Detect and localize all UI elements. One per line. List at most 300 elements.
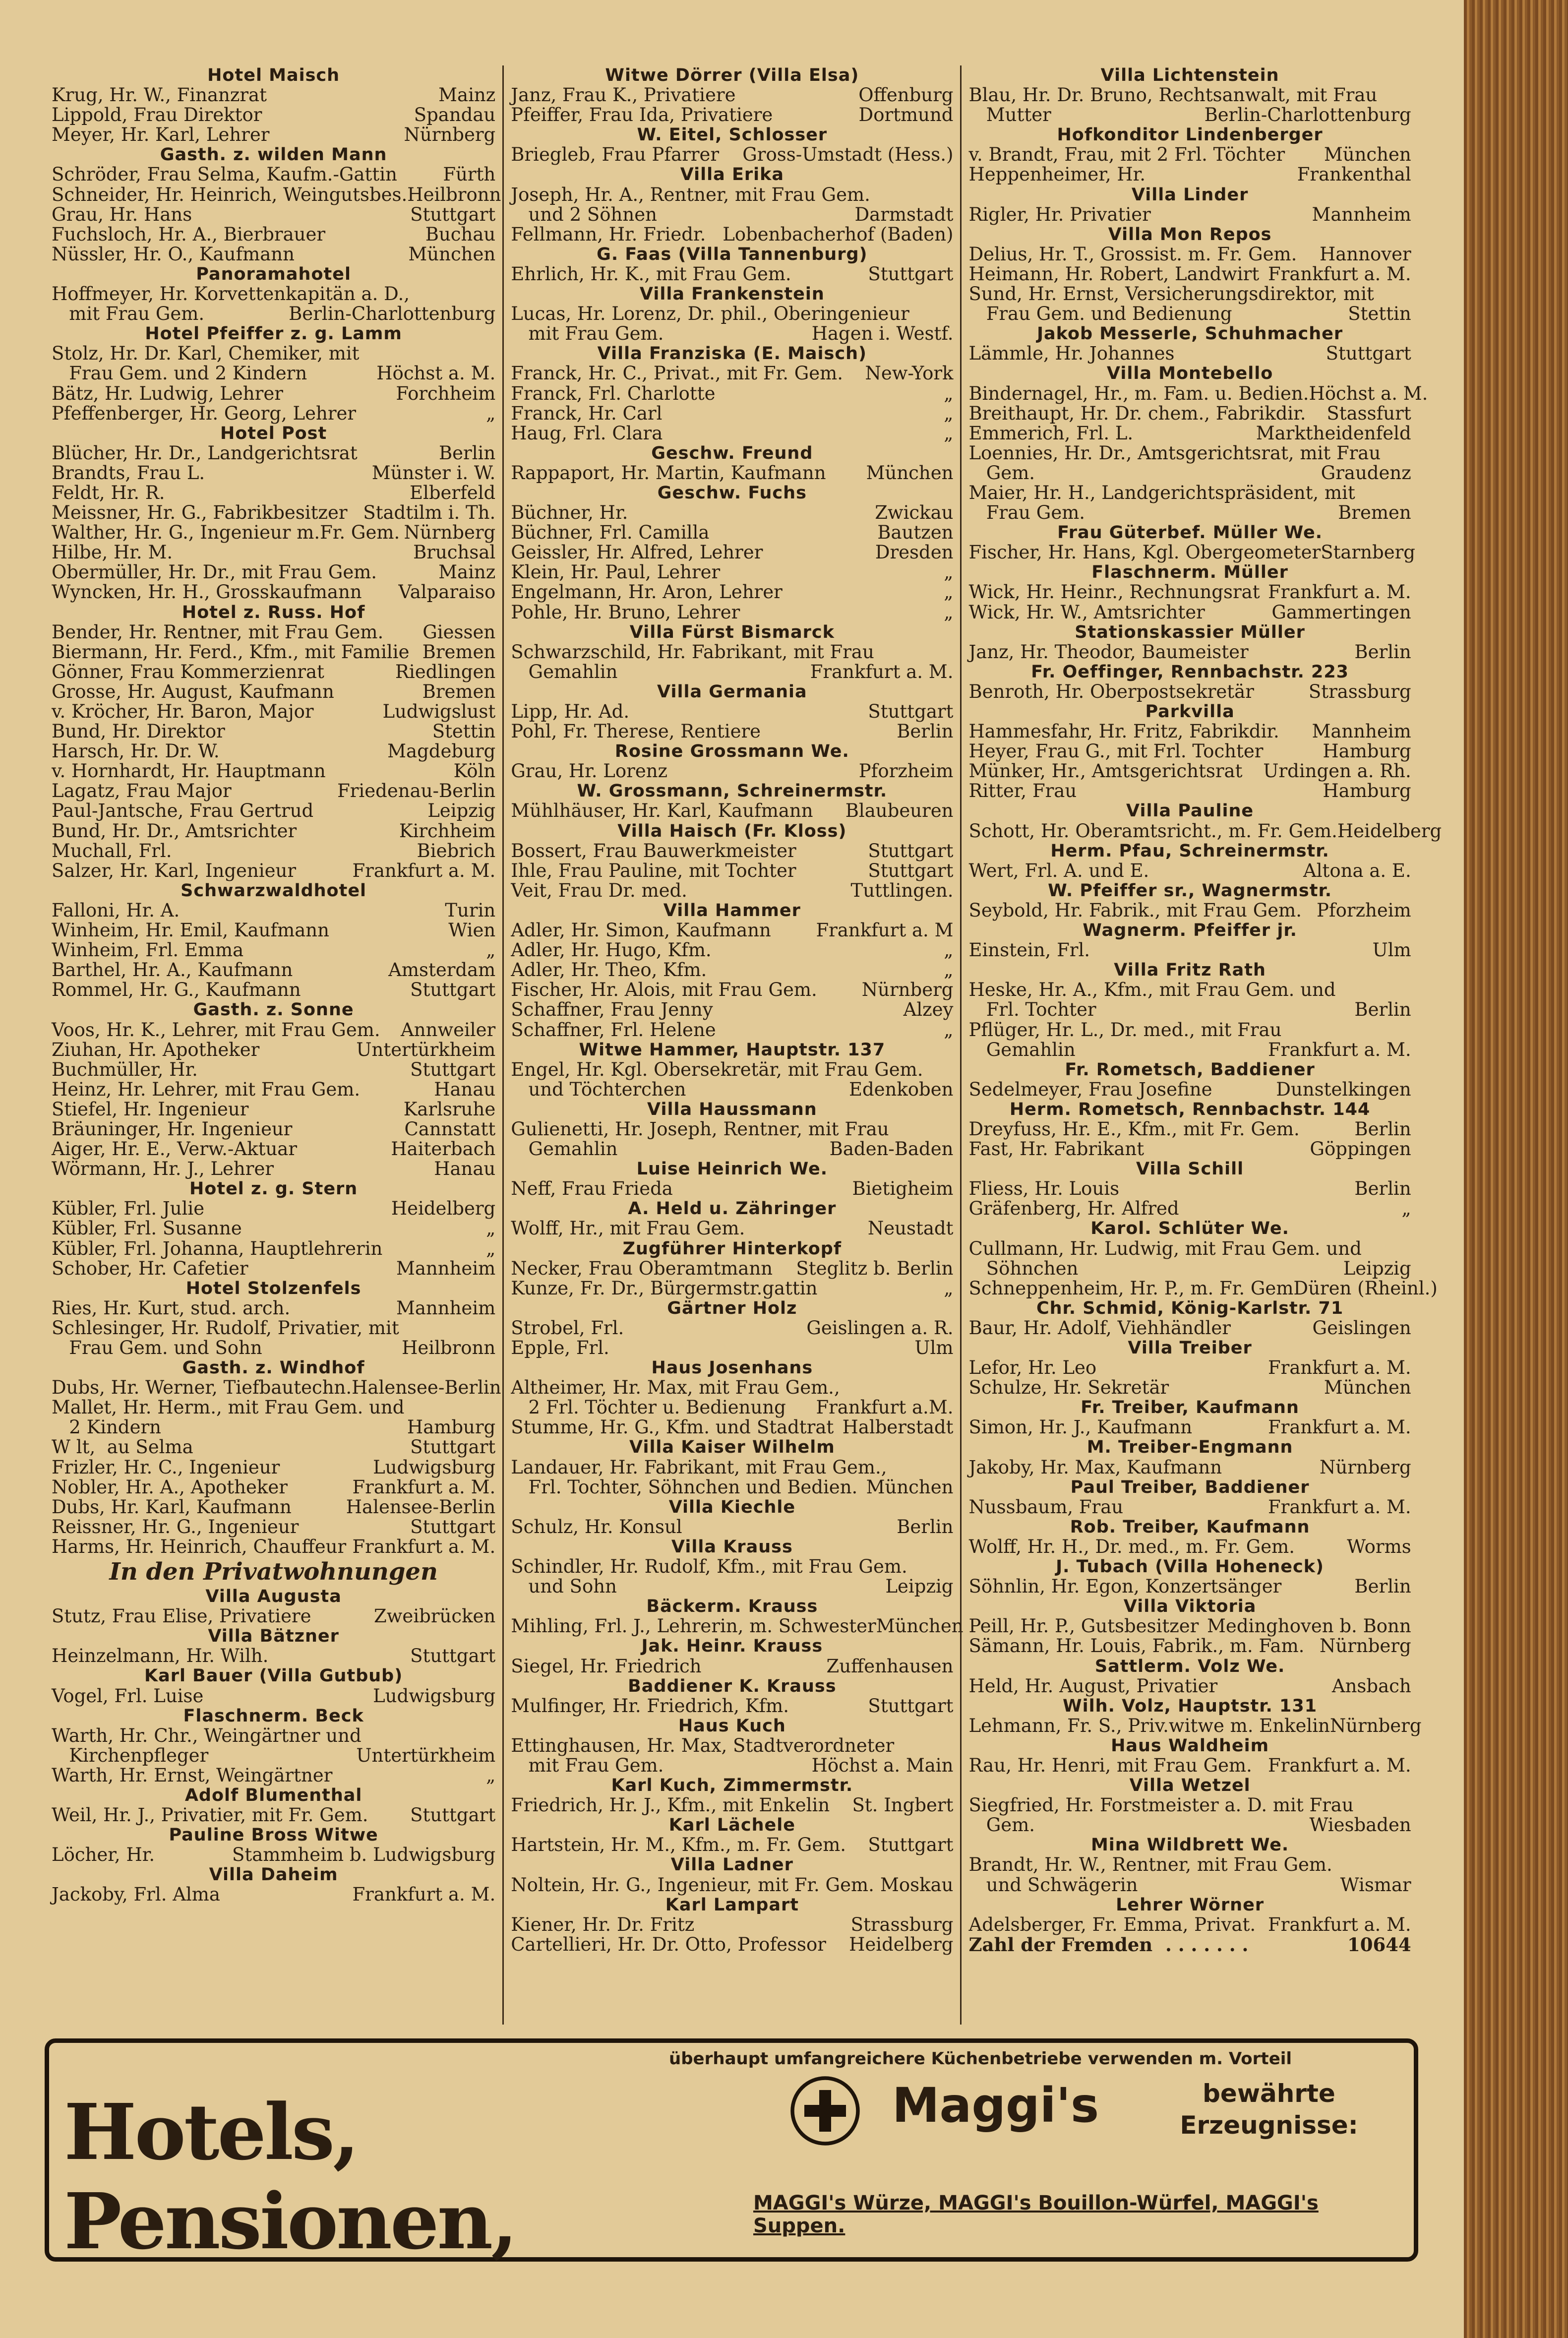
guest-entry — [511, 205, 953, 225]
guest-name: Pfeiffer, Frau Ida, Privatiere — [511, 104, 773, 126]
guest-entry — [968, 901, 1411, 921]
guest-name: Ziuhan, Hr. Apotheker — [52, 1039, 260, 1060]
guest-origin: Stuttgart — [868, 263, 954, 285]
guest-name: W lt, au Selma — [52, 1436, 193, 1458]
guest-origin: Elberfeld — [410, 482, 496, 503]
guest-origin: „ — [944, 601, 954, 623]
lodging-heading: Haus Waldheim — [1111, 1735, 1269, 1756]
guest-name: Grau, Hr. Hans — [52, 203, 192, 225]
guest-name: Emmerich, Frl. L. — [968, 422, 1134, 444]
guest-entry — [968, 503, 1411, 523]
guest-name: Fischer, Hr. Alois, mit Frau Gem. — [511, 979, 817, 1001]
guest-origin: Stuttgart — [410, 1645, 496, 1667]
guest-name: Loennies, Hr. Dr., Amtsgerichtsrat, mit Frau — [968, 442, 1381, 464]
guest-entry — [968, 1915, 1411, 1935]
guest-entry — [968, 85, 1411, 105]
guest-origin: „ — [944, 402, 954, 424]
guest-origin: Höchst a. Main — [811, 1754, 954, 1776]
guest-origin: Mannheim — [1312, 721, 1411, 742]
guest-entry — [968, 1875, 1411, 1895]
guest-name: Schwarzschild, Hr. Fabrikant, mit Frau — [511, 641, 874, 663]
guest-name: Fellmann, Hr. Friedr. — [511, 223, 706, 245]
guest-name: Blücher, Hr. Dr., Landgerichtsrat — [52, 442, 358, 464]
guest-name: Altheimer, Hr. Max, mit Frau Gem., — [511, 1377, 840, 1399]
guest-origin: „ — [486, 402, 496, 424]
guest-origin: Mainz — [438, 561, 496, 583]
guest-name: Feldt, Hr. R. — [52, 482, 165, 503]
guest-name: Kübler, Frl. Susanne — [52, 1218, 242, 1239]
guest-name: Biermann, Hr. Ferd., Kfm., mit Familie — [52, 641, 410, 663]
guest-origin: Nürnberg — [1320, 1635, 1411, 1657]
guest-name: Winheim, Frl. Emma — [52, 939, 244, 961]
guest-entry — [968, 382, 1428, 404]
lodging-heading: Gasth. z. Sonne — [193, 1000, 354, 1020]
lodging-heading: W. Pfeiffer sr., Wagnermstr. — [1048, 880, 1332, 901]
guest-entry — [52, 1398, 495, 1417]
guest-entry — [968, 463, 1411, 483]
lodging-heading: Villa Krauss — [671, 1537, 793, 1557]
lodging-heading: Sattlerm. Volz We. — [1094, 1656, 1285, 1676]
guest-origin: Kirchheim — [399, 820, 496, 842]
guest-origin: Bietigheim — [852, 1178, 954, 1200]
guest-entry — [52, 821, 495, 841]
guest-name: und Sohn — [511, 1576, 617, 1598]
guest-name: Heske, Hr. A., Kfm., mit Frau Gem. und — [968, 979, 1336, 1001]
guest-entry — [52, 85, 495, 105]
lodging-heading: Karl Lampart — [665, 1895, 799, 1915]
guest-origin: Darmstadt — [854, 203, 954, 225]
guest-name: Strobel, Frl. — [511, 1317, 624, 1339]
ad-top-line: überhaupt umfangreichere Küchenbetriebe verwenden m. Vorteil — [669, 2049, 1292, 2069]
guest-name: Adelsberger, Fr. Emma, Privat. — [968, 1913, 1256, 1935]
guest-name: Kübler, Frl. Johanna, Hauptlehrerin — [52, 1237, 383, 1259]
guest-entry — [52, 1845, 495, 1865]
guest-origin: Bremen — [1338, 502, 1411, 524]
guest-origin: Edenkoben — [848, 1078, 954, 1100]
guest-name: Baur, Hr. Adolf, Viehhändler — [968, 1317, 1231, 1339]
guest-entry — [968, 145, 1411, 165]
guest-entry — [511, 324, 953, 344]
guest-origin: Biebrich — [417, 840, 496, 861]
guest-origin: Bautzen — [877, 522, 954, 544]
guest-origin: Mannheim — [1312, 203, 1411, 225]
guest-name: Meissner, Hr. G., Fabrikbesitzer — [52, 502, 348, 524]
guest-name: 2 Kindern — [52, 1416, 161, 1438]
guest-origin: Nürnberg — [861, 979, 954, 1001]
lodging-heading: W. Grossmann, Schreinermstr. — [577, 781, 888, 801]
guest-origin: Stuttgart — [410, 1804, 496, 1826]
guest-name: Heimann, Hr. Robert, Landwirt — [968, 263, 1260, 285]
lodging-heading: G. Faas (Villa Tannenburg) — [597, 244, 868, 264]
guest-entry — [968, 682, 1411, 702]
guest-entry — [52, 960, 495, 980]
guest-name: Geissler, Hr. Alfred, Lehrer — [511, 542, 763, 563]
guest-name: Gulienetti, Hr. Joseph, Rentner, mit Frau — [511, 1118, 889, 1140]
guest-entry — [52, 1606, 495, 1626]
guest-origin: Münster i. W. — [371, 462, 496, 484]
guest-name: Weil, Hr. J., Privatier, mit Fr. Gem. — [52, 1804, 368, 1826]
guest-entry — [511, 1577, 953, 1597]
guest-name: Adler, Hr. Theo, Kfm. — [511, 959, 707, 981]
lodging-heading: Jak. Heinr. Krauss — [641, 1636, 823, 1657]
guest-name: Sedelmeyer, Frau Josefine — [968, 1078, 1212, 1100]
guest-origin: Berlin-Charlottenburg — [1204, 104, 1411, 126]
guest-origin: Stammheim b. Ludwigsburg — [232, 1844, 496, 1866]
guest-origin: Annweiler — [401, 1019, 496, 1041]
lodging-heading: Villa Fürst Bismarck — [629, 622, 835, 642]
guest-entry — [52, 622, 495, 642]
guest-entry — [52, 901, 495, 921]
guest-entry — [511, 980, 953, 1000]
guest-entry — [511, 145, 953, 165]
guest-name: Meyer, Hr. Karl, Lehrer — [52, 124, 270, 146]
guest-entry — [52, 443, 495, 463]
guest-entry — [968, 603, 1411, 622]
guest-entry — [968, 1119, 1411, 1139]
guest-entry — [511, 1378, 953, 1398]
guest-entry — [968, 284, 1411, 304]
guest-origin: Zuffenhausen — [826, 1655, 954, 1677]
guest-entry — [52, 1020, 495, 1040]
guest-entry — [52, 105, 495, 125]
guest-name: Schindler, Hr. Rudolf, Kfm., mit Frau Gem. — [511, 1556, 907, 1578]
guest-origin: „ — [944, 581, 954, 603]
guest-name: Jakoby, Hr. Max, Kaufmann — [968, 1456, 1222, 1478]
guest-origin: Düren (Rheinl.) — [1293, 1277, 1438, 1299]
guest-name: Gemahlin — [511, 1138, 618, 1160]
guest-origin: Offenburg — [858, 84, 954, 106]
guest-name: Mihling, Frl. J., Lehrerin, m. Schwester — [511, 1615, 876, 1637]
guest-origin: Heidelberg — [1337, 820, 1442, 842]
guest-name: Necker, Frau Oberamtmann — [511, 1257, 773, 1279]
lodging-heading: Gasth. z. wilden Mann — [160, 145, 387, 165]
guest-entry — [52, 702, 495, 722]
guest-entry — [511, 523, 953, 543]
guest-origin: Strassburg — [850, 1913, 954, 1935]
lodging-heading: Rosine Grossmann We. — [614, 741, 849, 762]
lodging-heading: Luise Heinrich We. — [636, 1159, 828, 1179]
section-heading: In den Privatwohnungen — [109, 1558, 438, 1586]
guest-name: Dreyfuss, Hr. E., Kfm., mit Fr. Gem. — [968, 1118, 1300, 1140]
guest-entry — [511, 662, 953, 682]
guest-name: Wolff, Hr. H., Dr. med., m. Fr. Gem. — [968, 1536, 1295, 1557]
guest-entry — [511, 1736, 953, 1756]
guest-origin: Wien — [448, 920, 496, 941]
guest-name: v. Hornhardt, Hr. Hauptmann — [52, 760, 326, 782]
guest-entry — [511, 304, 953, 324]
guest-name: Grau, Hr. Lorenz — [511, 760, 668, 782]
guest-name: und Töchterchen — [511, 1078, 686, 1100]
guest-list-columns — [45, 65, 1442, 2025]
guest-name: Bätz, Hr. Ludwig, Lehrer — [52, 382, 283, 404]
guest-origin: Ansbach — [1331, 1675, 1411, 1697]
guest-entry — [52, 364, 495, 383]
lodging-heading: Geschw. Freund — [651, 443, 813, 463]
guest-entry — [52, 543, 495, 562]
guest-name: Klein, Hr. Paul, Lehrer — [511, 561, 721, 583]
guest-origin: Mannheim — [396, 1297, 496, 1319]
guest-entry — [968, 542, 1415, 563]
guest-name: Krug, Hr. W., Finanzrat — [52, 84, 267, 106]
lodging-heading: Villa Hammer — [663, 900, 801, 921]
guest-name: Mallet, Hr. Herm., mit Frau Gem. und — [52, 1397, 405, 1418]
guest-entry — [511, 1835, 953, 1855]
guest-origin: New-York — [865, 363, 954, 384]
guest-entry — [52, 1298, 495, 1318]
column-middle — [502, 65, 964, 2025]
guest-origin: Marktheidenfeld — [1256, 422, 1411, 444]
guest-origin: Heidelberg — [391, 1198, 496, 1220]
guest-name: Schlesinger, Hr. Rudolf, Privatier, mit — [52, 1317, 399, 1339]
guest-name: Bund, Hr. Direktor — [52, 721, 225, 742]
guest-entry — [52, 1477, 495, 1497]
guest-name: Gönner, Frau Kommerzienrat — [52, 661, 324, 682]
guest-name: Nussbaum, Frau — [968, 1496, 1124, 1518]
guest-origin: „ — [486, 1237, 496, 1259]
guest-entry — [511, 1219, 953, 1238]
guest-origin: Berlin — [897, 721, 954, 742]
guest-name: Stutz, Frau Elise, Privatiere — [52, 1605, 311, 1627]
lodging-heading: Karol. Schlüter We. — [1090, 1219, 1289, 1239]
guest-entry — [511, 424, 953, 443]
guest-name: Rigler, Hr. Privatier — [968, 203, 1151, 225]
guest-entry — [52, 205, 495, 225]
guest-name: Gem. — [968, 462, 1035, 484]
guest-origin: Giessen — [422, 621, 496, 643]
lodging-heading: Bäckerm. Krauss — [646, 1597, 818, 1617]
guest-origin: Berlin — [438, 442, 496, 464]
guest-origin: Halberstadt — [842, 1416, 954, 1438]
guest-entry — [52, 1100, 495, 1119]
guest-entry — [511, 1080, 953, 1100]
guest-entry — [511, 881, 953, 901]
guest-entry — [52, 404, 495, 424]
guest-origin: Worms — [1347, 1536, 1411, 1557]
guest-origin: Hanau — [434, 1078, 496, 1100]
guest-name: Wick, Hr. Heinr., Rechnungsrat — [968, 581, 1260, 603]
guest-name: Janz, Hr. Theodor, Baumeister — [968, 641, 1249, 663]
guest-name: Heyer, Frau G., mit Frl. Tochter — [968, 740, 1264, 762]
guest-name: Breithaupt, Hr. Dr. chem., Fabrikdir. — [968, 402, 1306, 424]
lodging-heading: Hotel z. Russ. Hof — [181, 602, 365, 622]
guest-origin: Haiterbach — [391, 1138, 496, 1160]
guest-origin: „ — [944, 422, 954, 444]
guest-entry — [968, 483, 1411, 503]
guest-origin: Gammertingen — [1271, 601, 1411, 623]
guest-origin: Karlsruhe — [403, 1098, 496, 1120]
guest-name: Obermüller, Hr. Dr., mit Frau Gem. — [52, 561, 377, 583]
guest-origin: Berlin-Charlottenburg — [289, 303, 496, 325]
guest-entry — [511, 861, 953, 881]
guest-origin: Untertürkheim — [356, 1744, 496, 1766]
guest-entry — [968, 1537, 1411, 1557]
guest-entry — [968, 722, 1411, 741]
guest-entry — [511, 463, 953, 483]
guest-entry — [511, 940, 953, 960]
guest-entry — [968, 940, 1411, 960]
guest-entry — [511, 1696, 953, 1716]
guest-name: Kübler, Frl. Julie — [52, 1198, 205, 1220]
guest-entry — [511, 185, 953, 205]
guest-name: Sund, Hr. Ernst, Versicherungsdirektor, mit — [968, 283, 1374, 305]
guest-name: mit Frau Gem. — [511, 323, 664, 345]
guest-origin: Höchst a. M. — [376, 363, 496, 384]
guest-origin: Stuttgart — [410, 1436, 496, 1458]
guest-name: Nüssler, Hr. O., Kaufmann — [52, 243, 295, 265]
guest-origin: Stuttgart — [410, 1058, 496, 1080]
guest-origin: Frankfurt a. M — [816, 920, 954, 941]
guest-entry — [511, 1000, 953, 1020]
lodging-heading: Haus Kuch — [678, 1716, 786, 1736]
guest-name: und 2 Söhnen — [511, 203, 657, 225]
guest-origin: 10644 — [1347, 1933, 1411, 1956]
guest-name: Maier, Hr. H., Landgerichtspräsident, mit — [968, 482, 1355, 503]
lodging-heading: Parkvilla — [1145, 702, 1235, 722]
guest-entry — [52, 1060, 495, 1080]
guest-origin: Frankenthal — [1297, 164, 1411, 185]
guest-name: Söhnchen — [968, 1257, 1079, 1279]
guest-origin: Höchst a. M. — [1309, 382, 1428, 404]
guest-origin: Ludwigslust — [382, 701, 496, 722]
guest-entry — [511, 1259, 953, 1279]
guest-name: Pfeffenberger, Hr. Georg, Lehrer — [52, 402, 357, 424]
guest-entry — [968, 761, 1411, 781]
guest-entry — [968, 1358, 1411, 1378]
guest-entry — [968, 1616, 1411, 1636]
lodging-heading: Villa Frankenstein — [639, 284, 825, 305]
guest-entry — [968, 1000, 1411, 1020]
lodging-heading: Villa Kaiser Wilhelm — [629, 1437, 835, 1458]
guest-entry — [52, 1417, 495, 1437]
guest-entry — [52, 741, 495, 761]
guest-name: Fischer, Hr. Hans, Kgl. Obergeometer — [968, 542, 1321, 563]
guest-origin: Baden-Baden — [829, 1138, 954, 1160]
guest-name: Fliess, Hr. Louis — [968, 1178, 1120, 1200]
guest-entry — [968, 1139, 1411, 1159]
guest-name: Cartellieri, Hr. Dr. Otto, Professor — [511, 1933, 826, 1955]
guest-name: Lippold, Frau Direktor — [52, 104, 262, 126]
guest-entry — [511, 582, 953, 602]
guest-entry — [52, 1458, 495, 1477]
guest-name: Schaffner, Frl. Helene — [511, 1019, 716, 1041]
guest-origin: Spandau — [414, 104, 496, 126]
guest-entry — [968, 105, 1411, 125]
guest-origin: Nürnberg — [1320, 1456, 1411, 1478]
guest-origin: Fürth — [443, 164, 496, 185]
guest-origin: Frankfurt a. M. — [1267, 581, 1411, 603]
guest-entry — [968, 1855, 1411, 1875]
guest-name: Frau Gem. und Sohn — [52, 1337, 262, 1358]
guest-origin: Berlin — [1354, 999, 1411, 1021]
guest-origin: Bruchsal — [413, 542, 496, 563]
guest-name: Voos, Hr. K., Lehrer, mit Frau Gem. — [52, 1019, 380, 1041]
guest-origin: Berlin — [1354, 641, 1411, 663]
lodging-heading: Jakob Messerle, Schuhmacher — [1037, 324, 1343, 344]
guest-origin: Valparaiso — [398, 581, 496, 603]
guest-entry — [52, 781, 495, 801]
lodging-heading: Karl Kuch, Zimmermstr. — [611, 1776, 853, 1796]
guest-origin: Hanau — [434, 1158, 496, 1180]
guest-origin: Frankfurt a.M. — [816, 1397, 954, 1418]
lodging-heading: Villa Bätzner — [208, 1626, 339, 1647]
guest-name: Jackoby, Frl. Alma — [52, 1884, 220, 1906]
lodging-heading: Wagnerm. Pfeiffer jr. — [1083, 921, 1297, 941]
lodging-heading: Chr. Schmid, König-Karlstr. 71 — [1036, 1298, 1344, 1318]
guest-name: Ihle, Frau Pauline, mit Tochter — [511, 860, 796, 881]
lodging-heading: Villa Lichtenstein — [1100, 65, 1279, 85]
lodging-heading: Herm. Pfau, Schreinermstr. — [1050, 841, 1329, 861]
guest-entry — [52, 1537, 495, 1557]
lodging-heading: Fr. Oeffinger, Rennbachstr. 223 — [1031, 662, 1349, 682]
guest-entry — [52, 1239, 495, 1259]
guest-name: Gräfenberg, Hr. Alfred — [968, 1198, 1179, 1220]
guest-origin: Lobenbacherhof (Baden) — [723, 223, 954, 245]
guest-name: Frl. Tochter, Söhnchen und Bedien. — [511, 1476, 858, 1498]
guest-origin: Friedenau-Berlin — [337, 780, 496, 802]
lodging-heading: J. Tubach (Villa Hoheneck) — [1056, 1557, 1325, 1577]
guest-origin: Stuttgart — [410, 203, 496, 225]
guest-origin: Nürnberg — [1329, 1715, 1422, 1736]
guest-name: Büchner, Hr. — [511, 502, 628, 524]
guest-entry — [511, 1119, 953, 1139]
guest-entry — [52, 483, 495, 503]
guest-name: Warth, Hr. Ernst, Weingärtner — [52, 1764, 333, 1786]
guest-entry — [968, 1636, 1411, 1656]
guest-name: Mulfinger, Hr. Friedrich, Kfm. — [511, 1695, 789, 1717]
guest-entry — [52, 1219, 495, 1238]
guest-name: Friedrich, Hr. J., Kfm., mit Enkelin — [511, 1794, 830, 1816]
guest-origin: Heilbronn — [402, 1337, 496, 1358]
lodging-heading: Villa Wetzel — [1129, 1776, 1251, 1796]
guest-entry — [968, 1756, 1411, 1776]
guest-origin: Frankfurt a. M. — [1267, 1754, 1411, 1776]
lodging-heading: Panoramahotel — [196, 264, 351, 284]
guest-origin: Zweibrücken — [374, 1605, 496, 1627]
lodging-heading: Karl Bauer (Villa Gutbub) — [144, 1666, 403, 1686]
guest-entry — [968, 424, 1411, 443]
guest-name: Schneppenheim, Hr. P., m. Fr. Gem — [968, 1277, 1294, 1299]
guest-entry — [52, 245, 495, 264]
guest-entry — [968, 1795, 1411, 1815]
guest-name: Vogel, Frl. Luise — [52, 1685, 204, 1707]
guest-name: Barthel, Hr. A., Kaufmann — [52, 959, 293, 981]
guest-name: Gemahlin — [968, 1039, 1076, 1060]
guest-entry — [511, 841, 953, 861]
guest-entry — [511, 105, 953, 125]
guest-origin: Ulm — [914, 1337, 954, 1358]
guest-entry — [511, 543, 953, 562]
lodging-heading: Mina Wildbrett We. — [1090, 1835, 1289, 1855]
lodging-heading: Villa Ladner — [670, 1855, 793, 1875]
guest-origin: Mainz — [438, 84, 496, 106]
guest-entry — [52, 165, 495, 185]
guest-entry — [511, 1935, 953, 1955]
lodging-heading: Villa Viktoria — [1123, 1597, 1257, 1617]
guest-origin: Berlin — [897, 1516, 954, 1538]
guest-entry — [968, 1497, 1411, 1517]
guest-name: Rau, Hr. Henri, mit Frau Gem. — [968, 1754, 1252, 1776]
guest-name: Hilbe, Hr. M. — [52, 542, 173, 563]
guest-name: Frau Gem. — [968, 502, 1086, 524]
guest-entry — [968, 820, 1442, 842]
guest-entry — [52, 1437, 495, 1457]
guest-entry — [968, 781, 1411, 801]
guest-name: Söhnlin, Hr. Egon, Konzertsänger — [968, 1576, 1282, 1598]
guest-entry — [968, 1040, 1411, 1060]
guest-origin: Frankfurt a. M. — [1267, 1357, 1411, 1379]
guest-entry — [52, 1746, 495, 1766]
lodging-heading: Frau Güterbef. Müller We. — [1057, 523, 1323, 543]
